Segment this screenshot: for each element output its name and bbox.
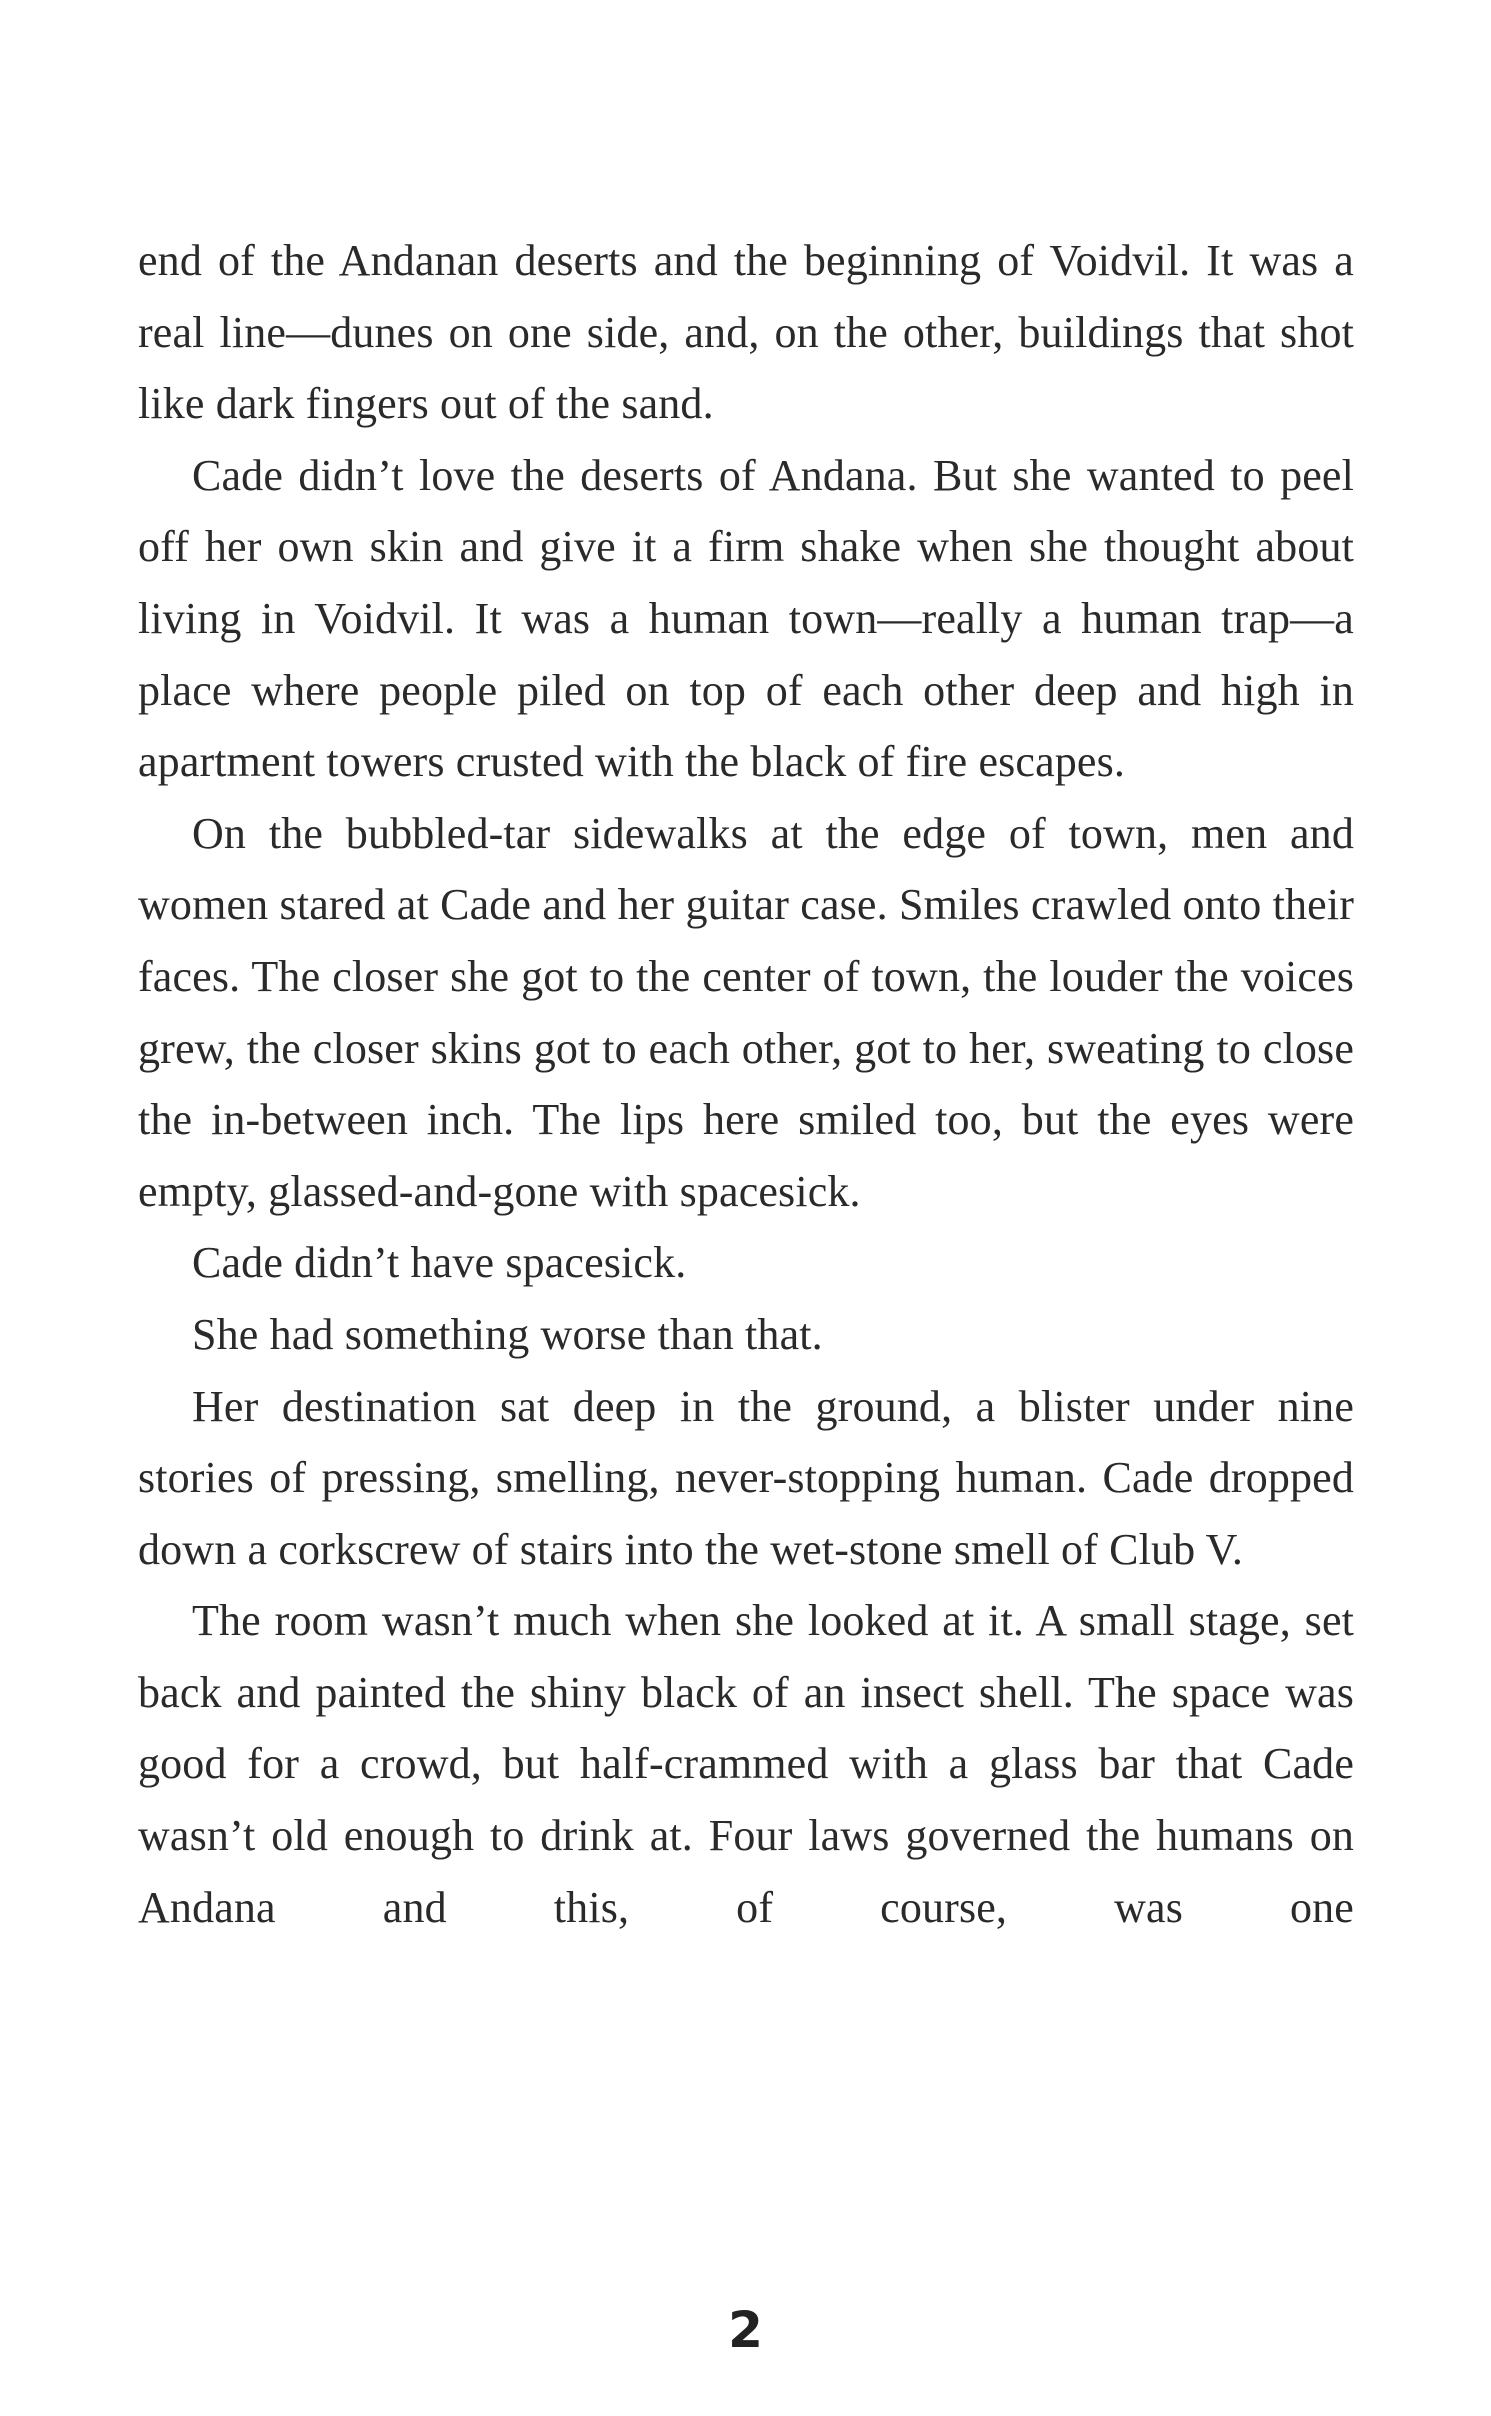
paragraph: Cade didn’t have spacesick. bbox=[192, 1238, 687, 1288]
body-text bbox=[138, 225, 1354, 1943]
page-number: 2 bbox=[728, 2301, 763, 2359]
paragraph: end of the Andanan deserts and the beginning of Voidvil. It was a real line—dunes on one side, and, on the other, buildings that shot like dark fingers out of the sand. bbox=[138, 236, 1354, 429]
paragraph: Her destination sat deep in the ground, a blister under nine stories of pressing, smelling, never-stopping human. Cade dropped down a corkscrew of stairs into the wet-stone smell of Club V. bbox=[138, 1381, 1354, 1574]
paragraph: She had something worse than that. bbox=[192, 1309, 823, 1359]
paragraph: On the bubbled-tar sidewalks at the edge of town, men and women stared at Cade and her guitar case. Smiles crawled onto their faces. The closer she got to the center of town, the louder the voices grew, the closer skins got to each other, got to her, sweating to close the in-between inch. The lips here smiled too, but the eyes were empty, glassed-and-gone with spacesick. bbox=[138, 808, 1354, 1216]
paragraph: Cade didn’t love the deserts of Andana. But she wanted to peel off her own skin and give it a firm shake when she thought about living in Voidvil. It was a human town—really a human trap—a place where people piled on top of each other deep and high in apartment towers crusted with the black of fire escapes. bbox=[138, 450, 1354, 787]
paragraph: The room wasn’t much when she looked at it. A small stage, set back and painted the shiny black of an insect shell. The space was good for a crowd, but half-crammed with a glass bar that Cade wasn’t old enough to drink at. Four laws governed the humans on Andana and this, of course, was one bbox=[138, 1596, 1354, 1932]
